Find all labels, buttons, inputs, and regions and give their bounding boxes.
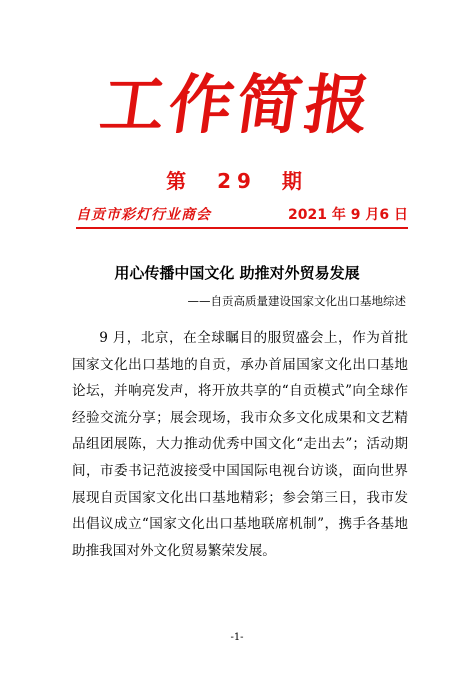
page-number: -1- <box>230 632 244 643</box>
issue-number <box>0 166 474 196</box>
issue-suffix: 期 <box>281 169 308 193</box>
masthead-title: 工作简报 <box>95 69 379 143</box>
issue-value: 29 <box>217 169 257 193</box>
article-body: 9 月，北京，在全球瞩目的服贸盛会上，作为首批国家文化出口基地的自贡，承办首届国家文化出口基地论坛，并响亮发声，将开放共享的“自贡模式”向全球作经验交流分享；展会现场，我市众多文化成果和文艺精品组团展陈，大力推动优秀中国文化“走出去”；活动期间，市委书记范波接受中国国际电视台访谈，面向世界展现自贡国家文化出口基地精彩；参会第三日，我市发出倡议成立“国家文化出口基地联席机制”，携手各基地助推我国对外文化贸易繁荣发展。 <box>72 330 408 559</box>
masthead-meta <box>76 205 408 225</box>
article-title: 用心传播中国文化 助推对外贸易发展 <box>114 264 360 282</box>
issue-date: 2021 年 9 月6 日 <box>288 207 408 223</box>
issue-prefix: 第 <box>166 169 193 193</box>
issuing-organization: 自贡市彩灯行业商会 <box>76 207 211 223</box>
article-subtitle: ——自贡高质量建设国家文化出口基地综述 <box>187 294 406 308</box>
red-divider <box>76 227 408 229</box>
